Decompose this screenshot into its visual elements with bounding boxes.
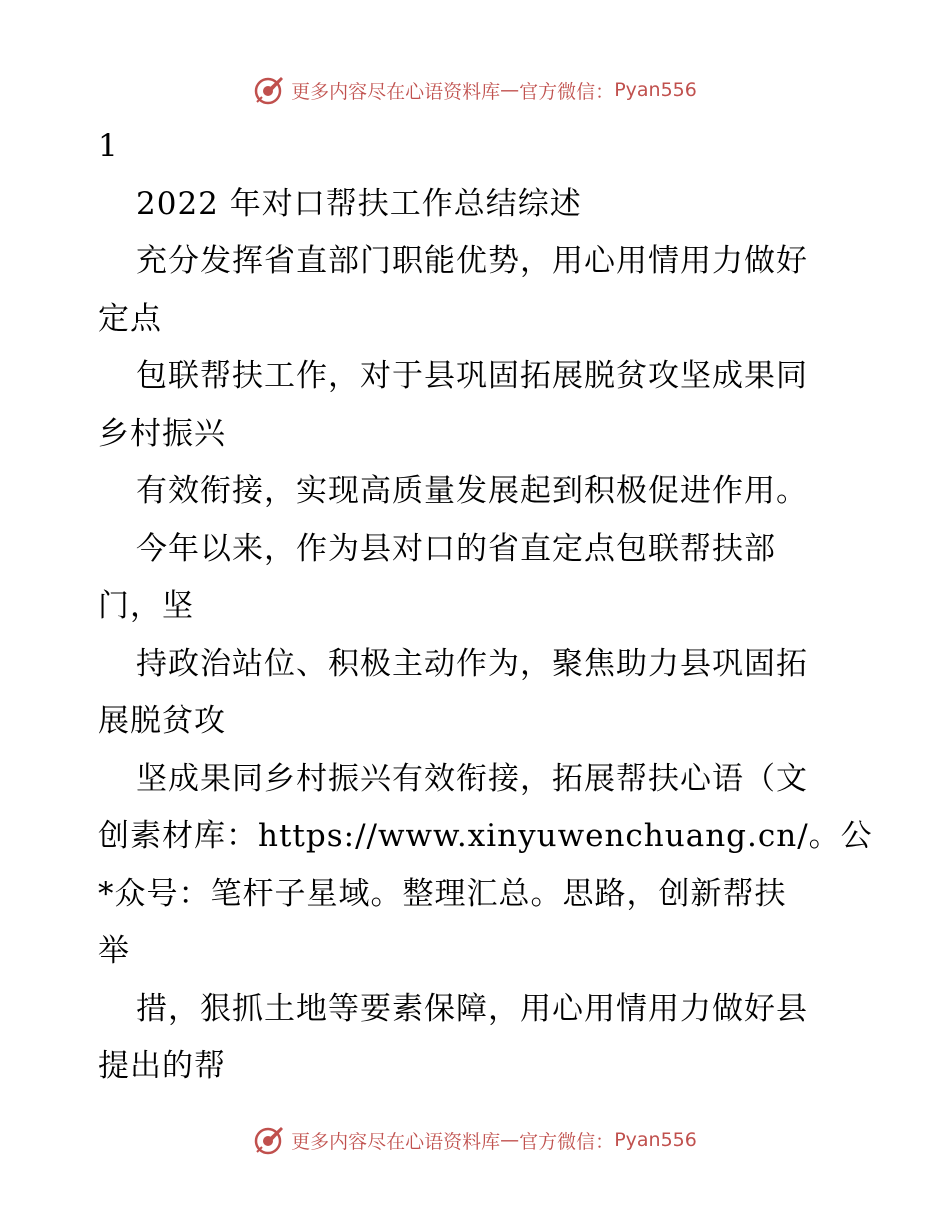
page-number: 1	[98, 128, 119, 164]
paragraph-line: *众号：笔杆子星域。整理汇总。思路，创新帮扶	[98, 875, 787, 912]
paragraph-line: 提出的帮	[98, 1048, 226, 1084]
paragraph-line: 措，狠抓土地等要素保障，用心用情用力做好县	[136, 990, 808, 1027]
footer-wechat-id: Pyan556	[614, 1129, 697, 1151]
paragraph-line: 充分发挥省直部门职能优势，用心用情用力做好	[136, 243, 808, 279]
footer-banner	[0, 1120, 950, 1160]
footer-wechat-label: 官方微信：	[519, 1130, 615, 1153]
paragraph-line: 展脱贫攻	[98, 703, 226, 739]
footer-banner-text: 更多内容尽在心语资料库	[291, 1130, 501, 1153]
paragraph-line: 持政治站位、积极主动作为，聚焦助力县巩固拓	[136, 645, 808, 682]
header-wechat-id: Pyan556	[614, 79, 697, 101]
document-title: 2022 年对口帮扶工作总结综述	[136, 185, 582, 222]
paragraph-line-url: 创素材库：https://www.xinyuwenchuang.cn/。公	[98, 818, 873, 854]
paragraph-line: 今年以来，作为县对口的省直定点包联帮扶部	[136, 530, 776, 567]
pen-logo-icon	[253, 1124, 285, 1156]
paragraph-line: 坚成果同乡村振兴有效衔接，拓展帮扶心语（文	[136, 760, 808, 797]
paragraph-line: 包联帮扶工作，对于县巩固拓展脱贫攻坚成果同	[136, 358, 808, 394]
pen-logo-icon	[253, 74, 285, 106]
paragraph-line: 乡村振兴	[98, 415, 226, 452]
header-banner-text: 更多内容尽在心语资料库	[291, 80, 501, 103]
document-body	[98, 118, 873, 1096]
paragraph-line: 有效衔接，实现高质量发展起到积极促进作用。	[136, 473, 808, 509]
header-banner-separator: —	[500, 79, 520, 101]
paragraph-line: 门，坚	[98, 588, 194, 624]
footer-banner-separator: —	[500, 1129, 520, 1151]
header-banner	[0, 70, 950, 110]
header-wechat-label: 官方微信：	[519, 80, 615, 103]
paragraph-line: 举	[98, 933, 130, 969]
paragraph-line: 定点	[98, 300, 162, 337]
